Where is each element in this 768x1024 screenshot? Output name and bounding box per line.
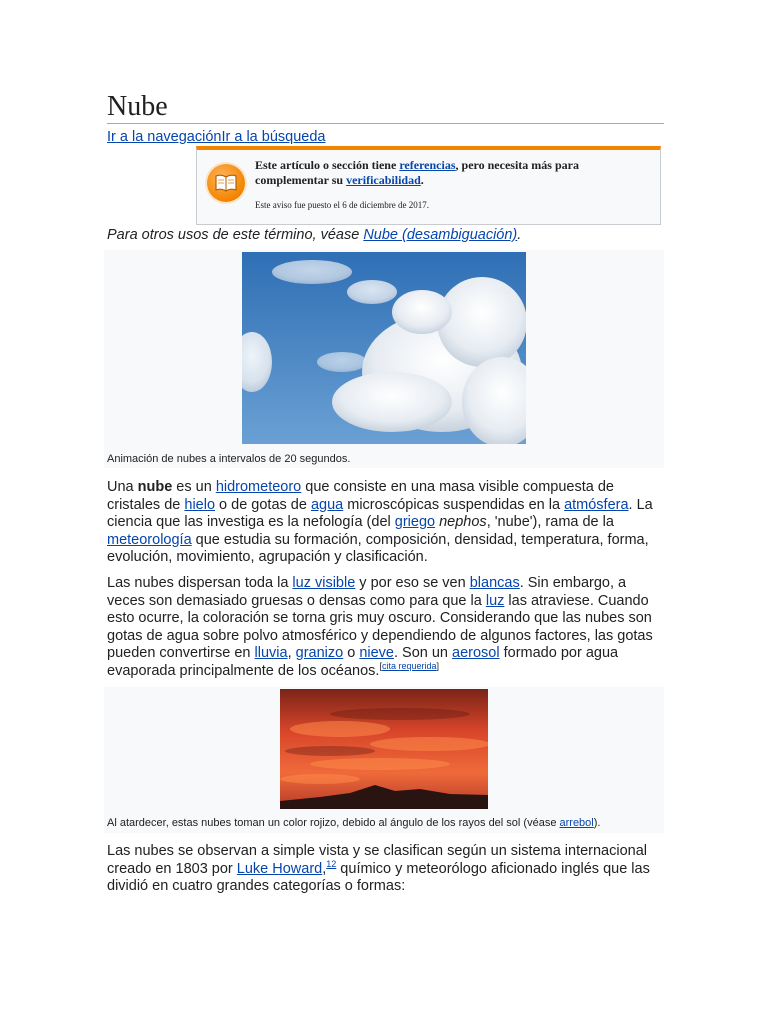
- jump-to-search-link[interactable]: Ir a la búsqueda: [221, 129, 326, 145]
- cloud-animation-figure: [104, 250, 664, 468]
- nieve-link[interactable]: nieve: [359, 645, 394, 661]
- jump-links: [107, 128, 325, 146]
- book-icon: [207, 164, 245, 202]
- hidrometeoro-link[interactable]: hidrometeoro: [215, 479, 302, 495]
- agua-link[interactable]: agua: [310, 496, 344, 513]
- atmosfera-link[interactable]: atmósfera: [564, 496, 629, 513]
- arrebol-link[interactable]: arrebol: [559, 817, 594, 829]
- griego-link[interactable]: griego: [394, 514, 436, 530]
- blancas-link[interactable]: blancas: [469, 575, 520, 591]
- luz-link[interactable]: luz: [485, 592, 505, 609]
- granizo-link[interactable]: granizo: [295, 645, 344, 661]
- notice-date: Este aviso fue puesto el 6 de diciembre de 2017.: [255, 200, 429, 210]
- references-notice: [196, 146, 661, 225]
- sunset-figure: [104, 687, 664, 833]
- luke-howard-link[interactable]: Luke Howard: [236, 860, 323, 877]
- light-paragraph: Las nubes dispersan toda la luz visible y por eso se ven blancas. Sin embargo, a veces son demasiado gruesas o densas como para que la luz las atraviese. Cuando esto ocurre, la coloración se torna gris muy oscuro. Considerando que las nubes son gotas de agua sobre polvo atmosférico y dependiendo de algunos factores, las gotas pueden convertirse en lluvia, granizo o nieve. Son un aerosol formado por agua evaporada principalmente de los océanos.[cita requerida]: [107, 575, 653, 679]
- page-title: Nube: [107, 91, 168, 122]
- verificabilidad-link[interactable]: verificabilidad: [346, 173, 421, 187]
- sunset-clouds-image[interactable]: [280, 689, 488, 809]
- lluvia-link[interactable]: lluvia: [254, 645, 288, 661]
- cloud-sky-image[interactable]: [242, 252, 526, 444]
- cita-requerida-link[interactable]: cita requerida: [381, 660, 437, 671]
- aerosol-link[interactable]: aerosol: [452, 645, 500, 661]
- figure-caption: Al atardecer, estas nubes toman un color rojizo, debido al ángulo de los rayos del sol (véase arrebol).: [107, 817, 601, 829]
- referencias-link[interactable]: referencias: [399, 158, 456, 172]
- meteorologia-link[interactable]: meteorología: [107, 531, 192, 548]
- disambiguation-link[interactable]: Nube (desambiguación): [363, 227, 518, 243]
- jump-to-navigation-link[interactable]: Ir a la navegación: [107, 129, 222, 145]
- figure-caption: Animación de nubes a intervalos de 20 segundos.: [107, 453, 351, 465]
- citation-needed: [cita requerida]: [379, 660, 440, 671]
- luz-visible-link[interactable]: luz visible: [292, 575, 356, 591]
- classification-paragraph: Las nubes se observan a simple vista y se clasifican según un sistema internacional creado en 1803 por Luke Howard,$^{12}$ químico y meteorólogo aficionado inglés que las dividió en cuatro grandes categorías o formas:: [107, 843, 650, 894]
- disambiguation-hatnote: Para otros usos de este término, véase Nube (desambiguación).: [107, 227, 522, 243]
- intro-paragraph: Una nube es un hidrometeoro que consiste en una masa visible compuesta de cristales de hielo o de gotas de agua microscópicas suspendidas en la atmósfera. La ciencia que las investiga es la nefología (del griego nephos, 'nube'), rama de la meteorología que estudia su formación, composición, densidad, temperatura, forma, evolución, movimiento, agrupación y clasificación.: [107, 479, 653, 565]
- hielo-link[interactable]: hielo: [184, 496, 216, 513]
- title-divider: [107, 123, 664, 124]
- notice-message: Este artículo o sección tiene referencias, pero necesita más para complementar su verificabilidad.: [255, 158, 579, 187]
- reference-12-link[interactable]: 12: [326, 858, 337, 869]
